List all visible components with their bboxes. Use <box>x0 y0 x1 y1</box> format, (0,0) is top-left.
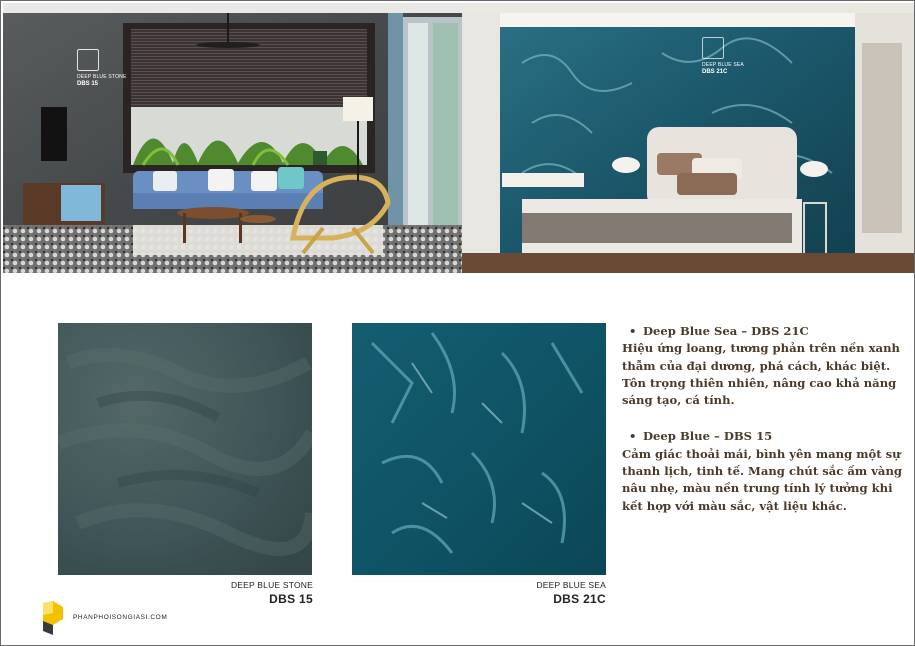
swatch-code: DBS 21C <box>553 592 606 606</box>
wall-swatch-icon <box>77 49 99 71</box>
description-body: Hiệu ứng loang, tương phản trên nền xanh thẫm của đại dương, phá cách, khác biệt. Tôn trọng thiên nhiên, nâng cao khả năng sáng tạo, cá tính. <box>622 341 900 408</box>
description-item <box>622 428 904 514</box>
description-body: Cảm giác thoải mái, bình yên mang một sự thanh lịch, tinh tế. Mang chút sắc ấm vàng nâu nhẹ, màu nền trung tính lý tưởng khi kết hợp với màu sắc, vật liệu khác. <box>622 446 902 513</box>
swatch-caption: DEEP BLUE STONE <box>230 580 313 590</box>
bullet-icon: • <box>629 429 637 444</box>
bullet-icon: • <box>629 324 637 338</box>
description-item <box>622 323 904 409</box>
swatch-code: DBS 15 <box>269 592 313 606</box>
product-descriptions <box>622 323 904 534</box>
brand-mark-icon <box>41 601 65 635</box>
brand-logo <box>41 601 201 635</box>
swatch-caption: DEEP BLUE SEA <box>536 580 606 590</box>
wall-tag-code: DBS 15 <box>77 80 99 87</box>
deep-blue-sea-swatch <box>352 323 606 575</box>
deep-blue-sea-label <box>456 580 606 606</box>
description-title: Deep Blue – DBS 15 <box>643 429 773 444</box>
bedroom-photo <box>462 3 914 273</box>
deep-blue-stone-swatch <box>58 323 312 575</box>
living-room-wall-tag <box>77 49 127 87</box>
brand-name: PHANPHOISONGIASI.COM <box>73 614 168 621</box>
description-title: Deep Blue Sea – DBS 21C <box>643 324 809 338</box>
living-room-photo <box>3 3 462 273</box>
wall-tag-name: DEEP BLUE STONE <box>77 74 127 80</box>
wall-tag-code: DBS 21C <box>702 68 728 75</box>
bedroom-wall-tag <box>702 37 744 75</box>
wall-swatch-icon <box>702 37 724 59</box>
wall-tag-name: DEEP BLUE SEA <box>702 62 744 68</box>
